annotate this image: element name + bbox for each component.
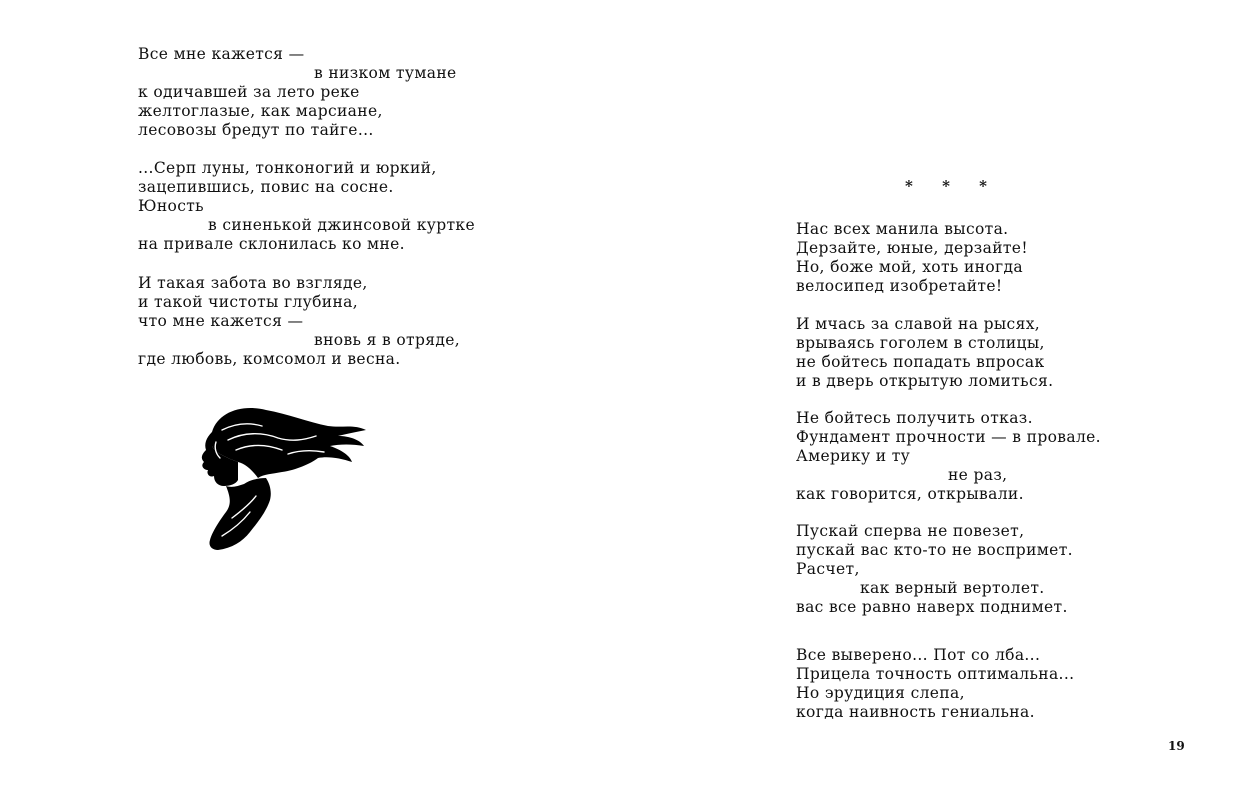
poem-line: Америку и ту bbox=[796, 446, 911, 465]
poem-stanza-r1 bbox=[796, 220, 1028, 296]
poem-line: вас все равно наверх поднимет. bbox=[796, 597, 1068, 616]
poem-line: где любовь, комсомол и весна. bbox=[138, 349, 401, 368]
poem-stanza-r4 bbox=[796, 522, 1073, 616]
poem-stanza-3 bbox=[138, 274, 460, 368]
poem-line: не раз, bbox=[948, 465, 1008, 484]
poem-line: И мчась за славой на рысях, bbox=[796, 315, 1041, 333]
poem-line: пускай вас кто-то не воспримет. bbox=[796, 540, 1073, 559]
section-separator: * * * bbox=[905, 177, 999, 195]
poem-stanza-r2 bbox=[796, 315, 1053, 391]
poem-line: и такой чистоты глубина, bbox=[138, 292, 359, 311]
poem-stanza-r3 bbox=[796, 409, 1101, 503]
poem-line: зацепившись, повис на сосне. bbox=[138, 177, 394, 196]
poem-line: как верный вертолет. bbox=[860, 578, 1045, 597]
poem-line: Прицела точность оптимальна... bbox=[796, 664, 1075, 683]
poem-line: в синенькой джинсовой куртке bbox=[208, 215, 475, 234]
poem-line: когда наивность гениальна. bbox=[796, 702, 1035, 721]
poem-stanza-1 bbox=[138, 45, 457, 139]
poem-line: велосипед изобретайте! bbox=[796, 276, 1003, 295]
poem-line: лесовозы бредут по тайге... bbox=[138, 120, 374, 139]
page-number: 19 bbox=[1168, 739, 1185, 753]
poem-line: врываясь гоголем в столицы, bbox=[796, 333, 1045, 352]
poem-line: не бойтесь попадать впросак bbox=[796, 352, 1045, 371]
poem-line: ...Серп луны, тонконогий и юркий, bbox=[138, 159, 437, 177]
poem-line: к одичавшей за лето реке bbox=[138, 82, 360, 101]
poem-line: на привале склонилась ко мне. bbox=[138, 234, 405, 253]
poem-stanza-2 bbox=[138, 159, 475, 253]
poem-line: что мне кажется — bbox=[138, 311, 304, 330]
poem-line: Не бойтесь получить отказ. bbox=[796, 409, 1033, 427]
poem-line: Но эрудиция слепа, bbox=[796, 683, 965, 702]
poem-line: как говорится, открывали. bbox=[796, 484, 1024, 503]
poem-line: Расчет, bbox=[796, 559, 860, 578]
poem-line: Дерзайте, юные, дерзайте! bbox=[796, 238, 1028, 257]
poem-stanza-r5 bbox=[796, 646, 1074, 722]
poem-line: И такая забота во взгляде, bbox=[138, 274, 368, 292]
poem-line: вновь я в отряде, bbox=[314, 330, 461, 349]
woman-profile-silhouette-icon bbox=[192, 400, 372, 555]
poem-line: Юность bbox=[138, 196, 204, 215]
poem-line: желтоглазые, как марсиане, bbox=[138, 101, 383, 120]
poem-line: в низком тумане bbox=[314, 63, 457, 82]
poem-line: Пускай сперва не повезет, bbox=[796, 522, 1025, 540]
poem-line: Все мне кажется — bbox=[138, 45, 305, 63]
poem-line: Все выверено... Пот со лба... bbox=[796, 646, 1041, 664]
poem-line: Фундамент прочности — в провале. bbox=[796, 427, 1101, 446]
poem-line: и в дверь открытую ломиться. bbox=[796, 371, 1054, 390]
poem-line: Нас всех манила высота. bbox=[796, 220, 1009, 238]
poem-line: Но, боже мой, хоть иногда bbox=[796, 257, 1023, 276]
